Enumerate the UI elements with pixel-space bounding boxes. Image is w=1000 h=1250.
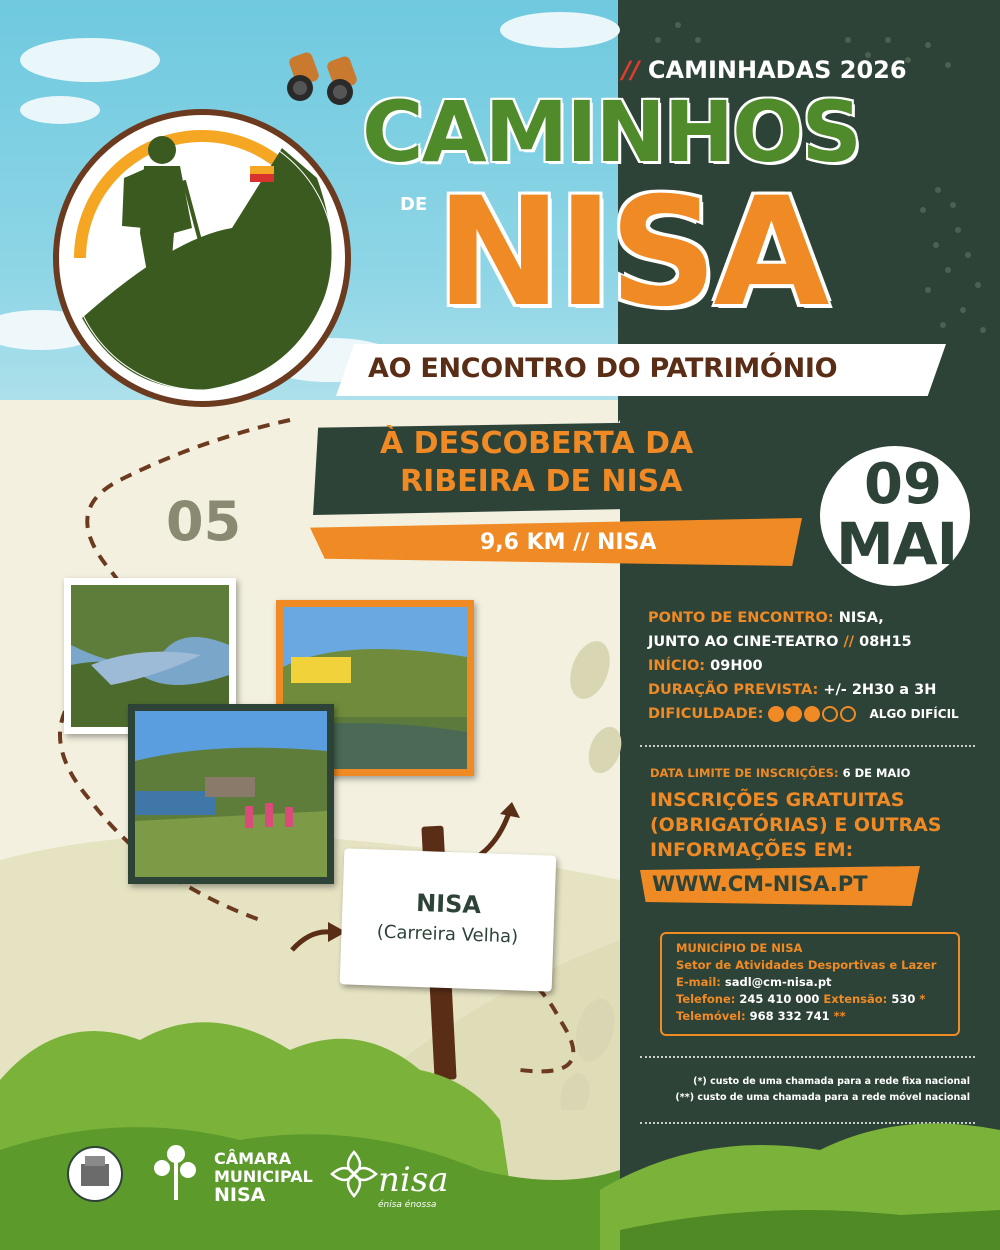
start-value: 09H00	[710, 658, 763, 674]
binoculars-icon	[282, 48, 366, 106]
start-label: INÍCIO:	[648, 658, 706, 674]
registration-line3: INFORMAÇÕES EM:	[650, 839, 854, 861]
duration-label: DURAÇÃO PREVISTA:	[648, 682, 819, 698]
difficulty-dot	[786, 706, 802, 722]
trail-sign	[340, 848, 557, 991]
deadline	[650, 766, 910, 780]
deadline-value: 6 DE MAIO	[842, 766, 911, 780]
registration-line2: (OBRIGATÓRIAS) E OUTRAS	[650, 814, 942, 836]
walk-name-line2: RIBEIRA DE NISA	[400, 464, 683, 499]
meeting-sep: //	[843, 634, 855, 650]
difficulty-dot	[804, 706, 820, 722]
coat-of-arms-icon	[64, 1146, 126, 1202]
contact-dept: Setor de Atividades Desportivas e Lazer	[676, 958, 937, 972]
email-label: E-mail:	[676, 975, 721, 989]
ext-label: Extensão:	[823, 992, 888, 1006]
flower-icon	[144, 1140, 208, 1206]
ext-value: 530	[891, 992, 916, 1006]
hiker-emblem-icon	[52, 108, 352, 408]
arrow-up-icon	[470, 800, 530, 860]
deadline-label: DATA LIMITE DE INSCRIÇÕES:	[650, 766, 839, 780]
meeting-label: PONTO DE ENCONTRO:	[648, 610, 834, 626]
walk-name-line1: À DESCOBERTA DA	[380, 426, 694, 461]
mobile-value: 968 332 741	[749, 1009, 830, 1023]
series-header: // CAMINHADAS 2026	[622, 56, 907, 84]
meeting-point	[648, 606, 959, 630]
mobile-label: Telemóvel:	[676, 1009, 746, 1023]
brand-name: nisa	[378, 1160, 449, 1200]
start-time	[648, 654, 959, 678]
title-caminhos: CAMINHOS	[362, 83, 861, 181]
date-month: MAI	[836, 510, 958, 578]
municipal-logo-text	[214, 1150, 313, 1204]
sign-line1: NISA	[415, 888, 482, 920]
subtitle: AO ENCONTRO DO PATRIMÓNIO	[368, 353, 838, 384]
phone-value: 245 410 000	[739, 992, 820, 1006]
duration-value: +/- 2H30 a 3H	[823, 682, 937, 698]
walk-number: 05	[166, 490, 242, 553]
bushes-decoration	[0, 1000, 1000, 1250]
difficulty-dot	[822, 706, 838, 722]
sign-line2: (Carreira Velha)	[376, 921, 519, 948]
difficulty-label: DIFICULDADE:	[648, 706, 764, 722]
website-link[interactable]: WWW.CM-NISA.PT	[652, 872, 868, 896]
ext-mark: *	[919, 992, 926, 1006]
difficulty	[648, 702, 959, 726]
date-day: 09	[864, 452, 942, 517]
duration	[648, 678, 959, 702]
difficulty-dot	[840, 706, 856, 722]
meeting-time: 08H15	[859, 634, 912, 650]
note-1: (*) custo de uma chamada para a rede fixa nacional	[693, 1076, 970, 1087]
brand-tagline: énisa énossa	[378, 1200, 437, 1210]
municipal-line2: MUNICIPAL	[214, 1167, 313, 1186]
title-nisa: NISA	[436, 166, 826, 340]
photo-dam	[128, 704, 334, 884]
difficulty-rating	[768, 706, 858, 722]
municipal-line3: NISA	[214, 1184, 266, 1206]
registration-text	[650, 788, 942, 863]
divider-1	[640, 745, 975, 747]
brand-flower-icon	[326, 1146, 382, 1202]
meeting-point-2	[648, 630, 959, 654]
phone-label: Telefone:	[676, 992, 736, 1006]
meeting-value2: JUNTO AO CINE-TEATRO	[648, 634, 839, 650]
email-value[interactable]: sadl@cm-nisa.pt	[724, 975, 832, 989]
details-block	[648, 606, 959, 726]
contact-org: MUNICÍPIO DE NISA	[676, 941, 803, 955]
title-de: DE	[400, 194, 428, 215]
note-2: (**) custo de uma chamada para a rede móvel nacional	[675, 1092, 970, 1103]
difficulty-dot	[768, 706, 784, 722]
mobile-mark: **	[833, 1009, 846, 1023]
registration-line1: INSCRIÇÕES GRATUITAS	[650, 789, 905, 811]
walk-distance: 9,6 KM // NISA	[480, 530, 657, 555]
difficulty-text: ALGO DIFÍCIL	[869, 707, 959, 721]
meeting-value: NISA,	[838, 610, 884, 626]
municipal-line1: CÂMARA	[214, 1149, 292, 1168]
